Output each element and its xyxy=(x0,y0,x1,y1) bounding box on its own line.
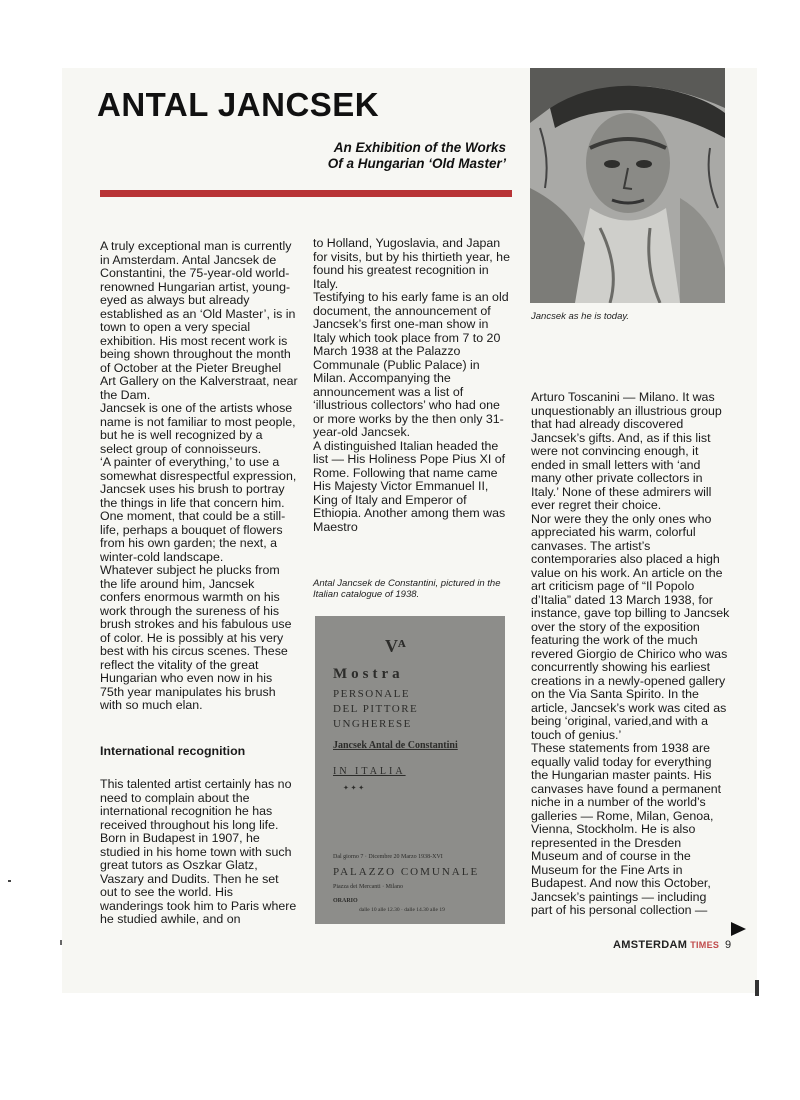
catalogue-cover-image xyxy=(315,616,505,924)
paragraph: A distinguished Italian headed the list — His Holiness Pope Pius XI of Rome. Following that name came His Majesty Victor Emmanuel II, King of Italy and Emperor of Ethiopia. Another among them was Maestro xyxy=(313,438,506,534)
catalogue-dates: Dal giorno 7 · Dicembre 20 Marzo 1938-XVI xyxy=(333,854,443,860)
catalogue-venue: PALAZZO COMUNALE xyxy=(333,866,480,878)
catalogue-address: Piazza dei Mercanti · Milano xyxy=(333,884,403,890)
page-number: 9 xyxy=(725,939,732,951)
catalogue-caption: Antal Jancsek de Constantini, pictured in the Italian catalogue of 1938. xyxy=(313,578,501,600)
brand-secondary: TIMES xyxy=(690,940,720,950)
catalogue-line: PERSONALE xyxy=(333,688,411,700)
paragraph: Testifying to his early fame is an old document, the announcement of Jancsek’s first one-man show in Italy which took place from 7 to 20 March 1938 at the Palazzo Communale (Public Palace) in Milan. Accompanying the announcement was a list of ‘illustrious collectors’ who had one or more works by the then only 31-year-old Jancsek. xyxy=(313,290,509,439)
paragraph: These statements from 1938 are equally valid today for everything the Hungarian master paints. His canvases have found a permanent niche in a number of the world’s galleries — Rome, Milan, Genoa, Vienna, Stockholm. He is also represented in the Dresden Museum and of course in the Museum for the Fine Arts in Budapest. And now this October, Jancsek’s paintings — including part of his personal collection — xyxy=(531,741,722,917)
article-title: ANTAL JANCSEK xyxy=(97,86,380,123)
catalogue-schedule-label: ORARIO xyxy=(333,898,358,904)
scan-speck xyxy=(8,880,11,882)
article-column-3 xyxy=(531,391,731,918)
paragraph: Jancsek is one of the artists whose name is not familiar to most people, but he is well recognized by a select group of connoisseurs. xyxy=(100,401,296,456)
article-column-1 xyxy=(100,240,298,927)
title-divider xyxy=(100,190,512,197)
catalogue-edition: Vᴬ xyxy=(385,636,406,656)
scan-speck xyxy=(60,940,62,945)
portrait-photo xyxy=(530,68,725,303)
paragraph: Whatever subject he plucks from the life around him, Jancsek confers enormous warmth on his work through the sureness of his brush strokes and his fabulous use of color. He is possibly at his very best with his circus scenes. These reflect the vitality of the great Hungarian who even now in his 75th year manipulates his brush with so much elan. xyxy=(100,563,292,712)
continued-arrow-icon xyxy=(731,922,746,936)
subtitle-line-1: An Exhibition of the Works xyxy=(333,140,506,155)
brand-main: AMSTERDAM xyxy=(613,939,688,951)
catalogue-line: UNGHERESE xyxy=(333,718,412,730)
paragraph: This talented artist certainly has no need to complain about the international recognition he has received throughout his long life. Born in Budapest in 1907, he studied in his home town with such great tutors as Oszkar Glatz, Vaszary and Dudits. Then he set out to see the world. His wanderings took him to Paris where he studied awhile, and on xyxy=(100,777,297,926)
paragraph: Arturo Toscanini — Milano. It was unquestionably an illustrious group that had already discovered Jancsek’s gifts. And, as if this list were not convincing enough, it ended in small letters with ‘and many other private collectors in Italy.’ None of these admirers will ever regret their choice. xyxy=(531,390,722,512)
paragraph: to Holland, Yugoslavia, and Japan for visits, but by his thirtieth year, he found his greatest recognition in Italy. xyxy=(313,236,510,291)
catalogue-country: IN ITALIA xyxy=(333,766,406,777)
catalogue-schedule: dalle 10 alle 12.30 · dalle 14.30 alle 19 xyxy=(359,907,445,913)
article-column-2 xyxy=(313,237,511,534)
publication-logo xyxy=(613,939,719,951)
paragraph: ‘A painter of everything,’ to use a somewhat disrespectful expression, Jancsek uses his brush to portray the things in life that concern him. One moment, that could be a still-life, perhaps a bouquet of flowers from his own garden; the next, a winter-cold landscape. xyxy=(100,455,297,564)
catalogue-line: Mostra xyxy=(333,666,404,682)
article-subtitle xyxy=(300,140,506,172)
catalogue-artist: Jancsek Antal de Constantini xyxy=(333,740,458,751)
section-subheading: International recognition xyxy=(100,743,246,758)
subtitle-line-2: Of a Hungarian ‘Old Master’ xyxy=(327,156,506,171)
catalogue-ornament: ✦ ✦ ✦ xyxy=(343,784,365,792)
scan-edge-mark xyxy=(755,980,759,996)
catalogue-line: DEL PITTORE xyxy=(333,703,419,715)
paragraph: A truly exceptional man is currently in Amsterdam. Antal Jancsek de Constantini, the 75-year-old world-renowned Hungarian artist, young-eyed as always but already established as an ‘Old Master’, is in town to open a very special exhibition. His most recent work is being shown throughout the month of October at the Pieter Breughel Art Gallery on the Kalverstraat, near the Dam. xyxy=(100,239,298,402)
paragraph: Nor were they the only ones who appreciated his warm, colorful canvases. The artist’s contemporaries also placed a high value on his work. An article on the art criticism page of “Il Popolo d’Italia” dated 13 March 1938, for instance, gave top billing to Jancsek over the story of the exposition featuring the work of the much revered Giorgio de Chirico who was concurrently showing his earliest creations in a newly-opened gallery on the Via Santa Spirito. In the article, Jancsek’s work was cited as being ‘original, varied,and with a touch of genius.’ xyxy=(531,511,730,742)
portrait-caption: Jancsek as he is today. xyxy=(531,311,630,322)
portrait-drawing xyxy=(530,68,725,303)
